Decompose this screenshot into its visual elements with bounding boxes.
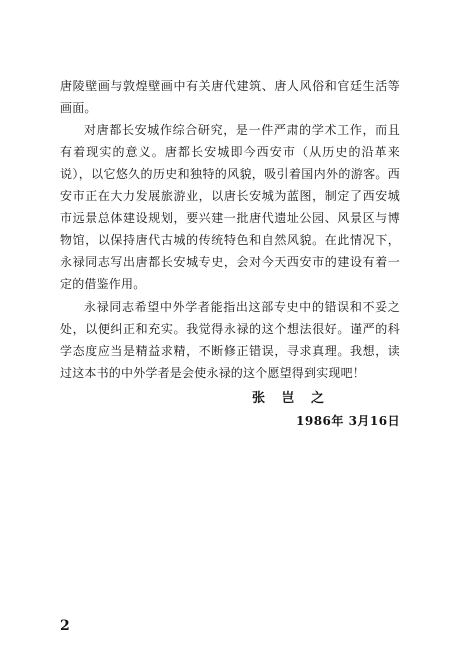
- paragraph-3-text: 永禄同志希望中外学者能指出这部专史中的错误和不妥之处，以便纠正和充实。我觉得永禄的这个想法很好。谨严的科学态度应当是精益求精，不断修正错误，寻求真理。我想，读过这本书的中外学者是会使永禄的这个愿望得到实现吧！: [60, 300, 400, 380]
- paragraph-1-text: 唐陵壁画与敦煌壁画中有关唐代建筑、唐人风俗和官廷生活等画面。: [60, 79, 400, 115]
- paragraph-continuation: [60, 75, 400, 119]
- paragraph-hope: [60, 296, 400, 384]
- paragraph-2-text: 对唐都长安城作综合研究，是一件严肃的学术工作，而且有着现实的意义。唐都长安城即今西安市（从历史的沿革来说），以它悠久的历史和独特的风貌，吸引着国内外的游客。西安市正在大力发展旅游业，以唐长安城为蓝图，制定了西安城市远景总体建设规划，要兴建一批唐代遗址公园、风景区与博物馆，以保持唐代古城的传统特色和自然风貌。在此情况下，永禄同志写出唐都长安城专史，会对今天西安市的建设有着一定的借鉴作用。: [60, 123, 400, 291]
- author-signature: 张 岂 之: [252, 391, 331, 406]
- paragraph-research-significance: [60, 119, 400, 295]
- signature-date: 1986年 3月16日: [296, 414, 401, 428]
- page-number: 2: [60, 618, 70, 634]
